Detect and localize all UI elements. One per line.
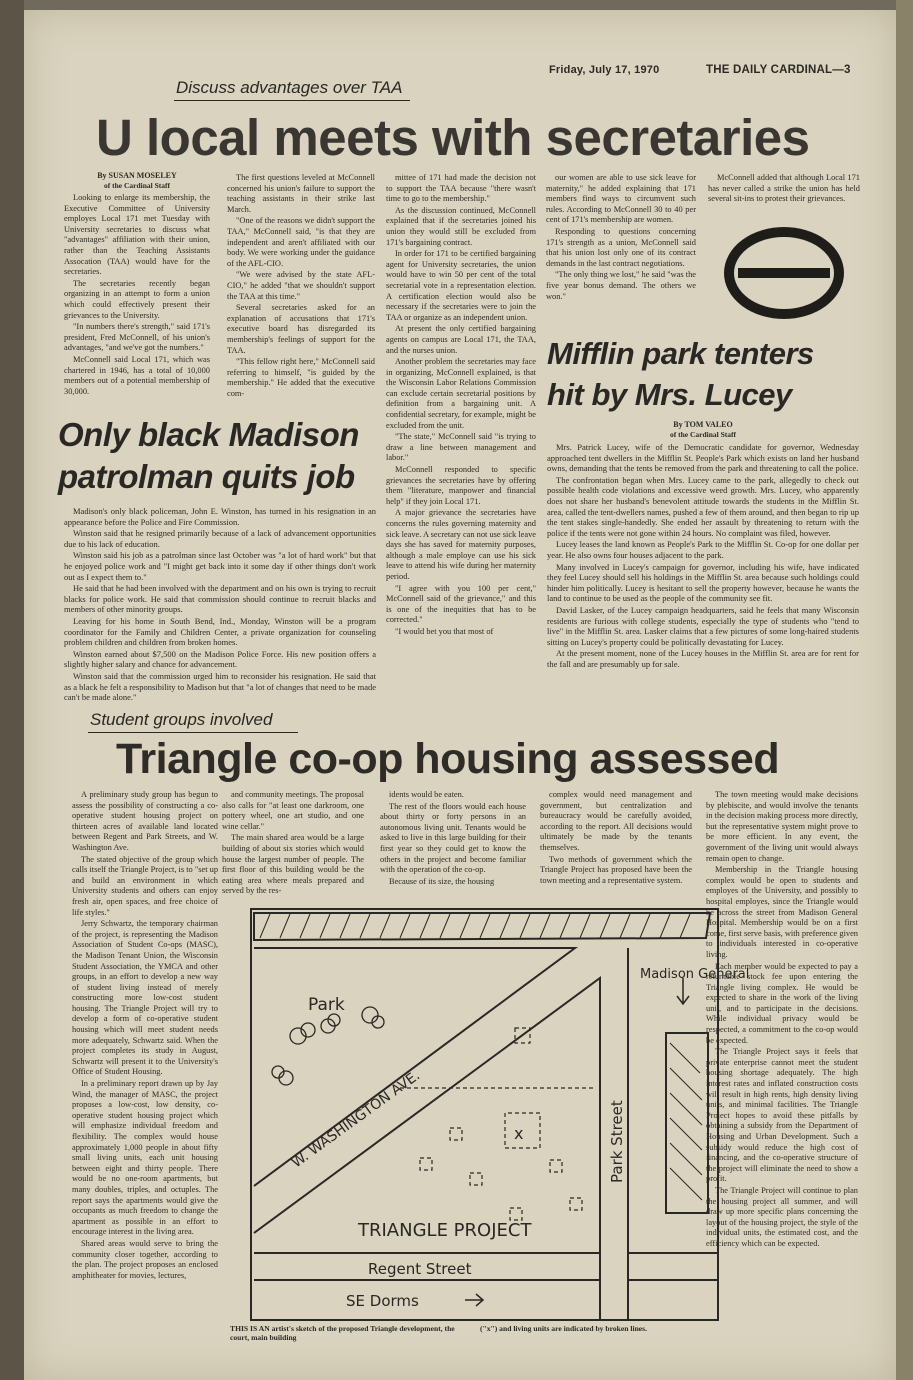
sketch-label-washington: W. WASHINGTON AVE. — [288, 1067, 424, 1172]
right-arrow-icon — [465, 1294, 483, 1306]
issue-date: Friday, July 17, 1970 — [549, 64, 660, 76]
story3-body — [547, 420, 859, 710]
paper-name: THE DAILY CARDINAL—3 — [706, 64, 851, 76]
paragraph: Madison's only black policeman, John E. Winston, has turned in his resignation in an appearance before the Police and Fire Commission. — [64, 506, 376, 527]
sketch-label-park: Park — [308, 995, 345, 1015]
paragraph: Another problem the secretaries may face in organizing, McConnell explained, is that the Wisconsin Labor Relations Commission can exclude certain secretarial positions by definition from a bargaining unit. A confidential secretary, for example, might be excluded from the unit. — [386, 357, 536, 430]
paragraph: David Lasker, of the Lucey campaign headquarters, said he feels that many Wisconsin residents are furious with college students, especially the type of students who "tend to live" in the Mifflin St. area. Lasker claims that a few pictures of some long-haired students sitting on Lucey's property could be politically devastating for Lucey. — [547, 604, 859, 647]
tree-icons — [272, 1007, 384, 1085]
paragraph: McConnell said Local 171, which was chartered in 1946, has a total of 10,000 members out of a potential membership of 30,000. — [64, 354, 210, 396]
paragraph: idents would be eaten. — [389, 790, 464, 799]
story1-column-5 — [708, 173, 860, 223]
paragraph: The confrontation began when Mrs. Lucey came to the park, allegedly to check out possible health code violations and excessive weed growth. Mrs. Lucey, who apparently does not share her husband's benevolent attitude towards the students in the Mifflin St. area, called the tent-dwellers names, pushed a few of them around, and then began to rip up the tent stakes single-handedly. She ended her assault by threatening to return with the police if the tents were not gone within 24 hours. No complaint was filed, however. — [547, 474, 859, 538]
triangle-project-sketch — [250, 908, 750, 1322]
story4-column-1 — [72, 790, 218, 1355]
page-edge — [896, 0, 913, 1380]
story1-column-3 — [386, 173, 536, 706]
story4-headline: Triangle co-op housing assessed — [116, 735, 780, 783]
paragraph: Because of its size, the housing — [389, 876, 495, 886]
paragraph: Winston earned about $7,500 on the Madison Police Force. His new position offers a slightly higher salary and chance for advancement. — [64, 648, 376, 670]
story4-column-4 — [540, 790, 692, 900]
paragraph: Winston said his job as a patrolman since last October was "a lot of hard work" but that he enjoyed police work and "I might get back into it some day if other things don't work out as I expect them to." — [64, 550, 376, 582]
paragraph: mittee of 171 had made the decision not to support the TAA because "there wasn't time to go to the membership." — [386, 173, 536, 204]
paragraph: Shared areas would serve to bring the community closer together, according to the plan. The project proposes an enclosed amphitheater for movies, lectures, — [72, 1238, 218, 1280]
story4-column-3 — [380, 790, 526, 900]
paragraph: "The state," McConnell said "is trying to draw a line between management and labor." — [386, 432, 536, 463]
paragraph: "We were advised by the state AFL-CIO," he added "that we shouldn't support the TAA at this time." — [227, 270, 375, 301]
paragraph: The town meeting would make decisions by plebiscite, and would involve the tenants in the decision making process more directly, but the representative system might prove to be more efficient. In any event, the government of the living unit would always remain open to change. — [706, 790, 858, 863]
paragraph: "This fellow right here," McConnell said referring to himself, "is guided by the membership." He added that the executive com- — [227, 357, 375, 398]
paragraph: Winston said that the commission urged him to reconsider his resignation. He said that as a black he felt a responsibility to Madison but that "a lot of changes that need to be made can't be made alone." — [64, 670, 376, 703]
story1-staff: of the Cardinal Staff — [103, 180, 171, 190]
paragraph: "I agree with you 100 per cent," McConnell said of the grievance," and this is one of the inequities that has to be corrected." — [386, 583, 536, 625]
paragraph: He said that he had been involved with the department and on his own is trying to recruit blacks for police work. He said that commission should continue to recruit blacks and members of other minority groups. — [64, 583, 376, 615]
story4-kicker: Student groups involved — [90, 710, 273, 729]
hatching — [260, 914, 702, 1200]
page-binding — [0, 0, 24, 1380]
paragraph: "I would bet you that most of — [395, 626, 494, 636]
paragraph: McConnell responded to specific grievances the secretaries have by offering them "literature, manpower and financial help" if they join Local 171. — [386, 465, 536, 506]
paragraph: The Triangle Project says it feels that private enterprise cannot meet the student housing shortage adequately. The high interest rates and inflated construction costs will result in high rents, high density living units, and minimal facilities. The Triangle Project hopes to avoid these pitfalls by obtaining a subsidy from the Department of Housing and Urban Development. Such a subsidy would reduce the high cost of financing, and the co-operative structure of the project will eliminate the need to show a profit. — [706, 1047, 858, 1184]
paragraph: Winston said that he resigned primarily because of a lack of advancement opportunities due to his lack of education. — [64, 528, 376, 549]
story2-body — [64, 506, 376, 706]
story1-column-4 — [546, 173, 696, 323]
paragraph: Many involved in Lucey's campaign for governor, including his wife, have indicated they feel Lucey should sell his holdings in the Mifflin St. area because such holdings could hinder him politically. Lucey is hesitant to sell the property however, because he wants the land to continue to be used as the people of the community see fit. — [547, 561, 859, 604]
story3-headline-line1: Mifflin park tenters — [547, 336, 814, 371]
paragraph: The Triangle Project will continue to plan the housing project all summer, and will draw up more specific plans concerning the layout of the housing project, the style of the individual units, the estimated cost, and the efficiency which can be expected. — [706, 1185, 858, 1248]
paragraph: Membership in the Triangle housing complex would be open to students and employes of the University, and possibly to hospital employes, since the Triangle would be across the street from Madison General Hospital. Membership would be on a first come, first serve basis, with preference given to individuals interested in co-operative living. — [706, 865, 858, 959]
sketch-caption-left: THIS IS AN artist's sketch of the proposed Triangle development, the court, main building — [230, 1324, 455, 1342]
paragraph: The stated objective of the group which calls itself the Triangle Project, is to "set up and build an environment in which University students and others can enjoy fresh air, open spaces, and free choice of life styles." — [72, 854, 219, 917]
paragraph: Jerry Schwartz, the temporary chairman of the project, is representing the Madison Association of Student Co-ops (MASC), the Madison Tenant Union, the Wisconsin Student Association, the YMCA and other groups, in an effort to develop a new way of student living instead of merely constructing more low-cost student housing. The Triangle Project will try to develop a form of co-operative student housing which will meet student needs more adequately, Schwartz said. When the project completes its study in August, Schwartz will present it to the University's Office of Student Housing. — [72, 919, 218, 1077]
kicker-rule — [174, 100, 410, 101]
sketch-label-se-dorms: SE Dorms — [346, 1292, 419, 1310]
paragraph: "The only thing we lost," he said "was the five year bonus demand. The others we won." — [546, 270, 696, 301]
sketch-caption-right: ("x") and living units are indicated by broken lines. — [480, 1324, 648, 1333]
paragraph: complex would need management and government, but centralization and bureaucracy would be carefully avoided, according to the report. All decisions would ultimately be made by the tenants themselves. — [540, 790, 692, 852]
paragraph: A preliminary study group has begun to assess the possibility of constructing a co-operative student housing project on thirteen acres of available land located between Regent and Park Streets, and W. Washington Ave. — [72, 790, 218, 852]
paragraph: Two methods of government which the Triangle Project has proposed have been the town meeting and a representative system. — [540, 854, 692, 885]
paragraph: Looking to enlarge its membership, the Executive Committee of University employes Local 171 met Tuesday with University secretaries to discuss what "advantages" affiliation with their union, rather than the Teaching Assistants Assocation (TAA) would have for the secretaries. — [64, 193, 210, 277]
paragraph: our women are able to use sick leave for maternity," he added explaining that 171 members find ways to circumvent such rules. According to McConnell 30 to 40 per cent of 171's membership are women. — [546, 173, 696, 225]
triangle-block — [254, 978, 600, 1253]
paragraph: "One of the reasons we didn't support the TAA," McConnell said, "is that they are independent and aren't affiliated with our body. We were working under the guidance of the AFL-CIO. — [227, 216, 375, 268]
paragraph: "In numbers there's strength," said 171's president, Fred McConnell, of his union's advantages, "and we've got the numbers." — [64, 322, 210, 353]
story1-byline: By SUSAN MOSELEY — [97, 171, 177, 180]
paragraph: A major grievance the secretaries have concerns the rules governing maternity and sick leave. A secretary can not use sick leave days she has saved for maternity purposes, although a male employe can use his sick leave to attend his wife during her maternity period. — [386, 508, 536, 581]
story3-headline-line2: hit by Mrs. Lucey — [547, 377, 792, 412]
story3-byline: By TOM VALEO — [673, 420, 733, 429]
paragraph: As the discussion continued, McConnell explained that if the secretaries joined his union they would still be excluded from 171's bargaining contract. — [386, 205, 536, 247]
paragraph: The rest of the floors would each house about thirty or forty persons in an autonomous living unit. Tenants would be asked to live in this large building for their first year so they could get to know the others in the project and become familiar with the operation of the co-op. — [380, 801, 526, 875]
paragraph: Responding to questions concerning 171's strength as a union, McConnell said that his union lost only one of its contract demands in the last contract negotiations. — [546, 226, 696, 268]
hatched-band — [254, 913, 710, 940]
cardinal-logo-icon — [724, 228, 844, 318]
paragraph: Mrs. Patrick Lucey, wife of the Democratic candidate for governor, Wednesday approached tent dwellers in the Mifflin St. People's Park which exists on land her husband owns, demanding that the tents be removed from the park and threatening to call the police. — [547, 442, 859, 474]
story1-column-2 — [227, 173, 375, 408]
story4-column-2 — [222, 790, 364, 900]
sketch-label-madison-general: Madison General — [640, 967, 750, 982]
paragraph: Leaving for his home in South Bend, Ind., Monday, Winston will be a program coordinator for the Family and Children Center, a private organization for counseling problem children and children from broken homes. — [64, 615, 376, 648]
story4-column-5 — [706, 790, 858, 1355]
story3-staff: of the Cardinal Staff — [669, 429, 737, 439]
sketch-label-main-building: x — [514, 1124, 524, 1143]
newspaper-page — [24, 10, 896, 1380]
story1-headline: U local meets with secretaries — [96, 109, 810, 166]
paragraph: In order for 171 to be certified bargaining agent for University secretaries, the union would have to win 50 per cent of the total secretarial vote in a representation election. A certification election would also be necessary if the secretaries were to join the TAA or organize as an independent union. — [386, 249, 536, 322]
paragraph: Several secretaries asked for an explanation of accusations that 171's executive board has disregarded its membership's feelings of support for the TAA. — [227, 303, 375, 355]
paragraph: Lucey leases the land known as People's Park to the Mifflin St. Co-op for one dollar per year. He also owns four houses adjacent to the park. — [547, 539, 859, 560]
paragraph: Each member would be expected to pay a returnable stock fee upon entering the Triangle living complex. He would be expected to share in the work of the living unit, and to participate in the decisions. While individual privacy would be respected, a commitment to the co-op would be expected. — [706, 961, 858, 1045]
paragraph: McConnell added that although Local 171 has never called a strike the union has held several sit-ins to protest their grievances. — [708, 173, 860, 204]
story2-headline-line2: patrolman quits job — [58, 458, 355, 495]
paragraph: The secretaries recently began organizing in an attempt to form a union which could effectively present their grievances to the University. — [64, 278, 210, 320]
story1-kicker: Discuss advantages over TAA — [176, 78, 403, 97]
sketch-label-regent-street: Regent Street — [368, 1260, 472, 1278]
story2-headline-line1: Only black Madison — [58, 416, 359, 453]
story1-column-1 — [64, 171, 210, 401]
sketch-label-triangle-project: TRIANGLE PROJECT — [358, 1220, 532, 1241]
paragraph: In a preliminary report drawn up by Jay Wind, the manager of MASC, the project proposes a low-cost, low density, co-operative student housing project which will emphasize individual freedom and flexibility. The complex would house approximately 1,000 people in about fifty small living units, each unit housing between eight and thirty people. There would be no one-room apartments, but many doubles, triples, and octuples. The report says the apartments would give the occupants as much freedom to change the apartment as possible in an effort to encourage interest in the living area. — [72, 1079, 218, 1237]
paragraph: At present the only certified bargaining agents on campus are Local 171, the TAA, and the nurses union. — [386, 324, 536, 355]
paragraph: At the present moment, none of the Lucey houses in the Mifflin St. area are for rent for the fall and are presumably up for sale. — [547, 648, 859, 669]
sketch-label-park-street: Park Street — [608, 1100, 626, 1183]
paragraph: and community meetings. The proposal also calls for "at least one darkroom, one pottery wheel, one art studio, and one wine cellar." — [222, 790, 364, 831]
paragraph: The first questions leveled at McConnell concerned his union's failure to support the teaching assistants in their strike last March. — [227, 173, 375, 214]
paragraph: The main shared area would be a large building of about six stories which would house the largest number of people. The first floor of this building would be the eating area where meals prepared and served by the res- — [222, 833, 364, 896]
